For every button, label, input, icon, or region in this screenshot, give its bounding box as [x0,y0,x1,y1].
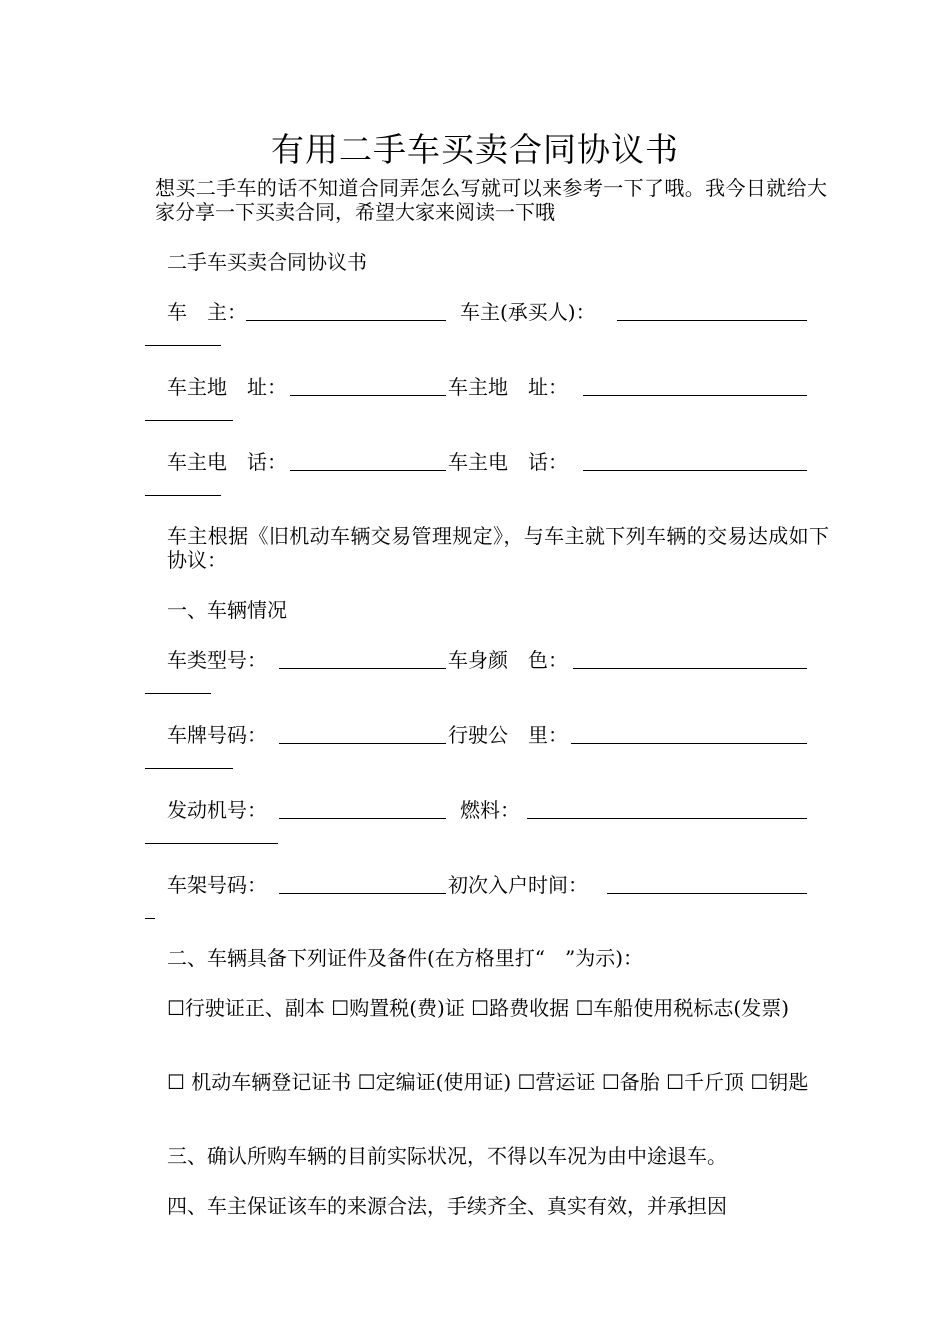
vehicle-model-blank [279,668,446,669]
mileage-blank-cont [145,768,233,769]
mileage-label: 行驶公 里： [448,723,568,747]
engine-label: 发动机号： [167,798,267,822]
first-registration-blank [607,893,807,894]
address-label-a: 车主地 址： [167,375,287,399]
fuel-blank-cont [145,843,278,844]
section-1-heading: 一、车辆情况 [167,598,287,622]
contract-heading: 二手车买卖合同协议书 [167,250,367,274]
address-a-blank [290,395,446,396]
address-b-blank-cont [145,420,233,421]
owner-label-b: 车主(承买人)： [460,300,596,324]
fuel-blank [527,818,807,819]
first-registration-label: 初次入户时间： [448,873,588,897]
owner-b-blank [617,320,807,321]
fuel-label: 燃料： [460,798,520,822]
plate-label: 车牌号码： [167,723,267,747]
section-3-paragraph: 三、确认所购车辆的目前实际状况，不得以车况为由中途退车。 [167,1144,727,1168]
page-title: 有用二手车买卖合同协议书 [271,130,679,169]
engine-blank [279,818,446,819]
section-2-heading: 二、车辆具备下列证件及备件(在方格里打“ ”为示)： [167,946,644,970]
phone-b-blank-cont [145,495,221,496]
vehicle-color-label: 车身颜 色： [448,648,568,672]
phone-a-blank [290,470,446,471]
frame-label: 车架号码： [167,873,267,897]
first-registration-blank-cont [145,918,155,919]
phone-b-blank [583,470,807,471]
owner-a-blank [246,320,446,321]
address-label-b: 车主地 址： [448,375,568,399]
intro-paragraph: 想买二手车的话不知道合同弄怎么写就可以来参考一下了哦。我今日就给大家分享一下买卖合同，希望大家来阅读一下哦 [155,176,827,224]
owner-label-a: 车 主： [167,300,247,324]
plate-blank [279,743,446,744]
vehicle-color-blank [573,668,807,669]
owner-b-blank-cont [145,345,221,346]
documents-checklist-1: ☐行驶证正、副本 ☐购置税(费)证 ☐路费收据 ☐车船使用税标志(发票) [167,996,790,1020]
mileage-blank [571,743,807,744]
vehicle-color-blank-cont [145,693,211,694]
section-4-paragraph: 四、车主保证该车的来源合法，手续齐全、真实有效，并承担因 [167,1194,727,1218]
frame-blank [279,893,446,894]
phone-label-a: 车主电 话： [167,450,287,474]
agreement-paragraph: 车主根据《旧机动车辆交易管理规定》，与车主就下列车辆的交易达成如下协议： [167,524,829,572]
vehicle-model-label: 车类型号： [167,648,267,672]
phone-label-b: 车主电 话： [448,450,568,474]
documents-checklist-2: ☐ 机动车辆登记证书 ☐定编证(使用证) ☐营运证 ☐备胎 ☐千斤顶 ☐钥匙 [167,1070,809,1094]
address-b-blank [583,395,807,396]
